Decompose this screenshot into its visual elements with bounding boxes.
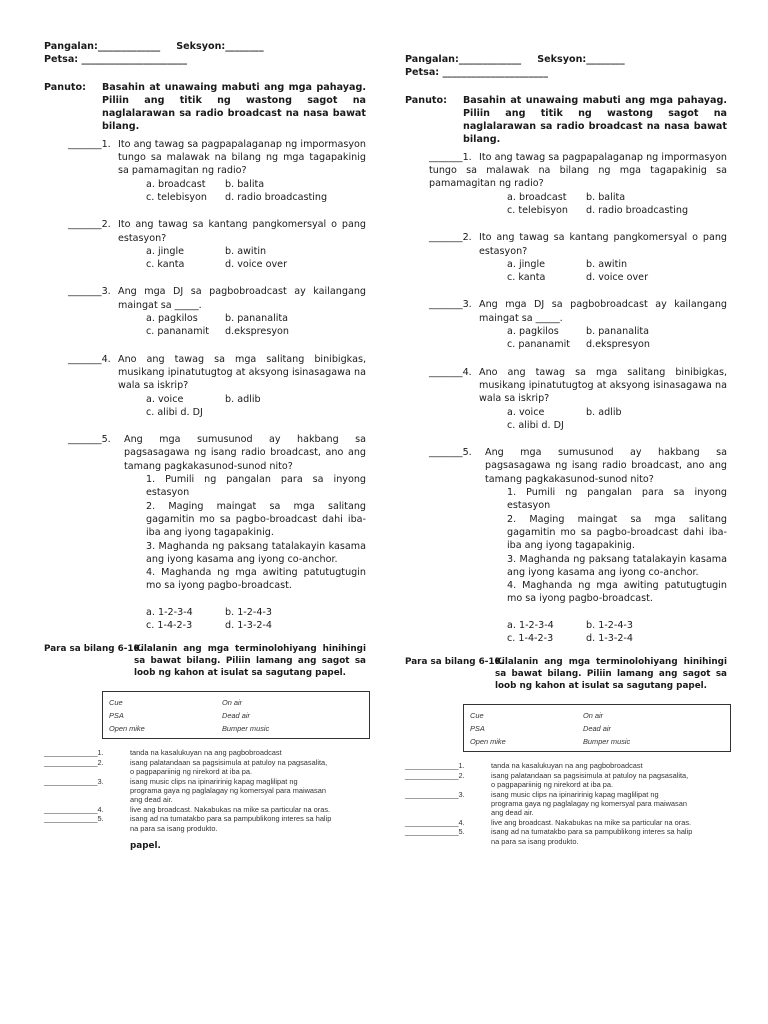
item-1: _____________1. tanda na kasalukuyan na ang pagbobroadcast — [405, 761, 643, 771]
step-2: 2. Maging maingat sa mga salitang gagamitin mo sa pagbo-broadcast dahi iba-iba ang iyong tagapakinig. — [146, 500, 366, 539]
choice-a: a. pagkilos — [146, 313, 198, 325]
choice-b: b. awitin — [225, 245, 267, 257]
choice-a: a. jingle — [507, 258, 546, 270]
choice-c: c. telebisyon — [507, 204, 568, 216]
step-1: 1. Pumili ng pangalan para sa inyong estasyon — [146, 474, 366, 499]
term-box — [463, 704, 731, 752]
choice-a: a. jingle — [146, 245, 185, 257]
choice-c: c. kanta — [507, 272, 546, 284]
choice-a: a. voice — [507, 406, 545, 418]
choices — [507, 258, 727, 285]
answer-blank: _______3. — [429, 299, 472, 311]
step-4: 4. Maghanda ng mga awiting patutugtugin mo sa iyong pagbo-broadcast. — [146, 567, 366, 592]
choices — [146, 393, 366, 420]
choice-d: d. voice over — [586, 272, 649, 284]
question-stem: Ano ang tawag sa mga salitang binibigkas, musikang ipinatutugtog at aksyong isinasagawa na wala sa iskrip? — [479, 366, 727, 405]
question-1 — [44, 138, 366, 204]
choice-c-d: c. alibi d. DJ — [146, 406, 203, 418]
term: PSA — [470, 724, 485, 734]
question-stem: Ang mga sumusunod ay hakbang sa pagsasagawa ng isang radio broadcast, ano ang tamang pagkakasunod-sunod nito? — [485, 447, 727, 485]
name-section-line — [44, 40, 366, 53]
choice-c: c. 1-4-2-3 — [146, 619, 193, 631]
question-3 — [44, 285, 366, 338]
choice-d: d. radio broadcasting — [225, 191, 328, 203]
choice-b: b. adlib — [225, 393, 261, 405]
pangalan-field: Pangalan:_____________ — [405, 54, 522, 65]
worksheet-right — [405, 53, 727, 846]
answer-blank: _______2. — [68, 219, 111, 231]
question-stem: Ang mga sumusunod ay hakbang sa pagsasagawa ng isang radio broadcast, ano ang tamang pagkakasunod-sunod nito? — [124, 434, 366, 472]
choices — [507, 619, 727, 646]
petsa-field: Petsa: ______________________ — [44, 54, 188, 66]
answer-blank: _______4. — [429, 366, 472, 378]
choice-c-d: c. alibi d. DJ — [507, 419, 564, 431]
answer-blank: _______2. — [429, 232, 472, 244]
seksyon-field: Seksyon:________ — [537, 54, 625, 65]
choice-d: d. 1-3-2-4 — [586, 632, 633, 644]
step-1: 1. Pumili ng pangalan para sa inyong estasyon — [507, 487, 727, 512]
worksheet-left — [44, 40, 366, 853]
item-list — [44, 748, 366, 833]
step-2: 2. Maging maingat sa mga salitang gagamitin mo sa pagbo-broadcast dahi iba-iba ang iyong tagapakinig. — [507, 513, 727, 552]
question-4 — [405, 366, 727, 432]
term: Open mike — [109, 724, 145, 734]
trailing-word: papel. — [130, 840, 161, 851]
question-stem: Ano ang tawag sa mga salitang binibigkas, musikang ipinatutugtog at aksyong isinasagawa na wala sa iskrip? — [118, 353, 366, 392]
choice-b: b. balita — [225, 178, 265, 190]
answer-blank: _______1. — [429, 151, 472, 163]
choices — [507, 406, 727, 433]
choice-d: d.ekspresyon — [225, 326, 289, 338]
petsa-field: Petsa: ______________________ — [405, 67, 549, 79]
section-2-label: Para sa bilang 6-10. — [405, 657, 504, 668]
choice-c: c. 1-4-2-3 — [507, 632, 554, 644]
question-stem: Ito ang tawag sa pagpapalaganap ng impormasyon tungo sa malawak na bilang ng mga tagapakinig sa pamamagitan ng radio? — [429, 151, 727, 190]
steps-list — [146, 473, 366, 593]
term: Open mike — [470, 737, 506, 747]
choice-b: b. pananalita — [586, 326, 650, 338]
instructions — [44, 81, 366, 134]
answer-blank: _______4. — [68, 353, 111, 365]
question-stem: Ito ang tawag sa pagpapalaganap ng impormasyon tungo sa malawak na bilang ng mga tagapakinig sa pamamagitan ng radio? — [118, 138, 366, 177]
pangalan-field: Pangalan:_____________ — [44, 41, 161, 52]
item-3: _____________3. isang music clips na ipinaririnig kapag maglilipat ng programa gaya ng paglalagay ng komersyal para maiwasan ang dead air. — [44, 776, 326, 805]
panuto-text: Basahin at unawaing mabuti ang mga pahayag. Piliin ang titik ng wastong sagot na naglalarawan sa radio broadcast na nasa bawat bilang. — [102, 81, 366, 133]
step-3: 3. Maghanda ng paksang tatalakayin kasama ang iyong kasama ang iyong co-anchor. — [146, 540, 366, 565]
choices — [507, 191, 727, 218]
choices — [146, 606, 366, 633]
term: Bumper music — [222, 724, 270, 734]
choice-d: d. 1-3-2-4 — [225, 619, 272, 631]
question-2 — [405, 231, 727, 284]
question-2 — [44, 218, 366, 271]
choice-c: c. pananamit — [507, 339, 571, 351]
choice-a: a. voice — [146, 393, 184, 405]
term-box — [102, 691, 370, 739]
item-2: _____________2. isang palatandaan sa pagsisimula at patuloy na pagsasalita, o pagpapariinig ng nirekord at iba pa. — [44, 757, 328, 777]
question-1 — [405, 151, 727, 217]
section-2-label: Para sa bilang 6-10. — [44, 644, 143, 655]
item-5: _____________5. isang ad na tumatakbo para sa pampublikong interes sa halip na para sa isang produkto. — [44, 814, 332, 833]
section-2-text: Kilalanin ang mga terminolohiyang hinihingi sa bawat bilang. Piliin lamang ang sagot sa loob ng kahon at isulat sa sagutang papel. — [495, 657, 727, 692]
section-2-instructions — [405, 656, 727, 692]
item-5: _____________5. isang ad na tumatakbo para sa pampublikong interes sa halip na para sa isang produkto. — [405, 827, 693, 846]
term: On air — [222, 698, 243, 708]
panuto-label: Panuto: — [44, 81, 86, 93]
seksyon-field: Seksyon:________ — [176, 41, 264, 52]
choice-b: b. adlib — [586, 406, 622, 418]
question-stem: Ang mga DJ sa pagbobroadcast ay kailangang maingat sa _____. — [118, 286, 366, 311]
section-2-text: Kilalanin ang mga terminolohiyang hinihingi sa bawat bilang. Piliin lamang ang sagot sa loob ng kahon at isulat sa sagutang papel. — [134, 644, 366, 679]
choice-c: c. telebisyon — [146, 191, 207, 203]
instructions — [405, 94, 727, 147]
question-4 — [44, 353, 366, 419]
term: Bumper music — [583, 737, 631, 747]
term: Dead air — [222, 711, 250, 721]
step-3: 3. Maghanda ng paksang tatalakayin kasama ang iyong kasama ang iyong co-anchor. — [507, 553, 727, 578]
choice-c: c. pananamit — [146, 326, 210, 338]
item-3: _____________3. isang music clips na ipinaririnig kapag maglilipat ng programa gaya ng paglalagay ng komersyal para maiwasan ang dead air. — [405, 789, 687, 818]
steps-list — [507, 486, 727, 606]
answer-blank: _______3. — [68, 286, 111, 298]
choice-b: b. balita — [586, 191, 626, 203]
choices — [146, 312, 366, 339]
answer-blank: _______1. — [68, 138, 111, 150]
question-5 — [405, 446, 727, 645]
term: PSA — [109, 711, 124, 721]
name-section-line — [405, 53, 727, 66]
choices — [146, 178, 366, 205]
choice-a: a. broadcast — [146, 178, 206, 190]
item-list — [405, 761, 727, 846]
choice-b: b. awitin — [586, 258, 628, 270]
choice-a: a. 1-2-3-4 — [146, 606, 193, 618]
choice-d: d. radio broadcasting — [586, 204, 689, 216]
question-3 — [405, 298, 727, 351]
panuto-label: Panuto: — [405, 94, 447, 106]
choice-a: a. broadcast — [507, 191, 567, 203]
choice-b: b. 1-2-4-3 — [586, 619, 633, 631]
choice-b: b. pananalita — [225, 313, 289, 325]
term: On air — [583, 711, 604, 721]
item-2: _____________2. isang palatandaan sa pagsisimula at patuloy na pagsasalita, o pagpapariinig ng nirekord at iba pa. — [405, 770, 689, 790]
choices — [146, 245, 366, 272]
choice-a: a. 1-2-3-4 — [507, 619, 554, 631]
section-2-instructions — [44, 643, 366, 679]
panuto-text: Basahin at unawaing mabuti ang mga pahayag. Piliin ang titik ng wastong sagot na naglalarawan sa radio broadcast na nasa bawat bilang. — [463, 94, 727, 146]
item-4: _____________4. live ang broadcast. Nakabukas na mike sa particular na oras. — [405, 817, 692, 827]
choice-b: b. 1-2-4-3 — [225, 606, 272, 618]
choice-c: c. kanta — [146, 259, 185, 271]
step-4: 4. Maghanda ng mga awiting patutugtugin mo sa iyong pagbo-broadcast. — [507, 580, 727, 605]
choice-d: d.ekspresyon — [586, 339, 650, 351]
question-5 — [44, 433, 366, 632]
answer-blank: _______5. — [68, 434, 111, 446]
choice-d: d. voice over — [225, 259, 288, 271]
choice-a: a. pagkilos — [507, 326, 559, 338]
item-1: _____________1. tanda na kasalukuyan na ang pagbobroadcast — [44, 748, 282, 758]
term: Cue — [470, 711, 484, 721]
term: Cue — [109, 698, 123, 708]
item-4: _____________4. live ang broadcast. Nakabukas na mike sa particular na oras. — [44, 804, 331, 814]
question-stem: Ito ang tawag sa kantang pangkomersyal o pang estasyon? — [479, 232, 727, 257]
question-stem: Ang mga DJ sa pagbobroadcast ay kailangang maingat sa _____. — [479, 299, 727, 324]
answer-blank: _______5. — [429, 447, 472, 459]
choices — [507, 325, 727, 352]
question-stem: Ito ang tawag sa kantang pangkomersyal o pang estasyon? — [118, 219, 366, 244]
term: Dead air — [583, 724, 611, 734]
